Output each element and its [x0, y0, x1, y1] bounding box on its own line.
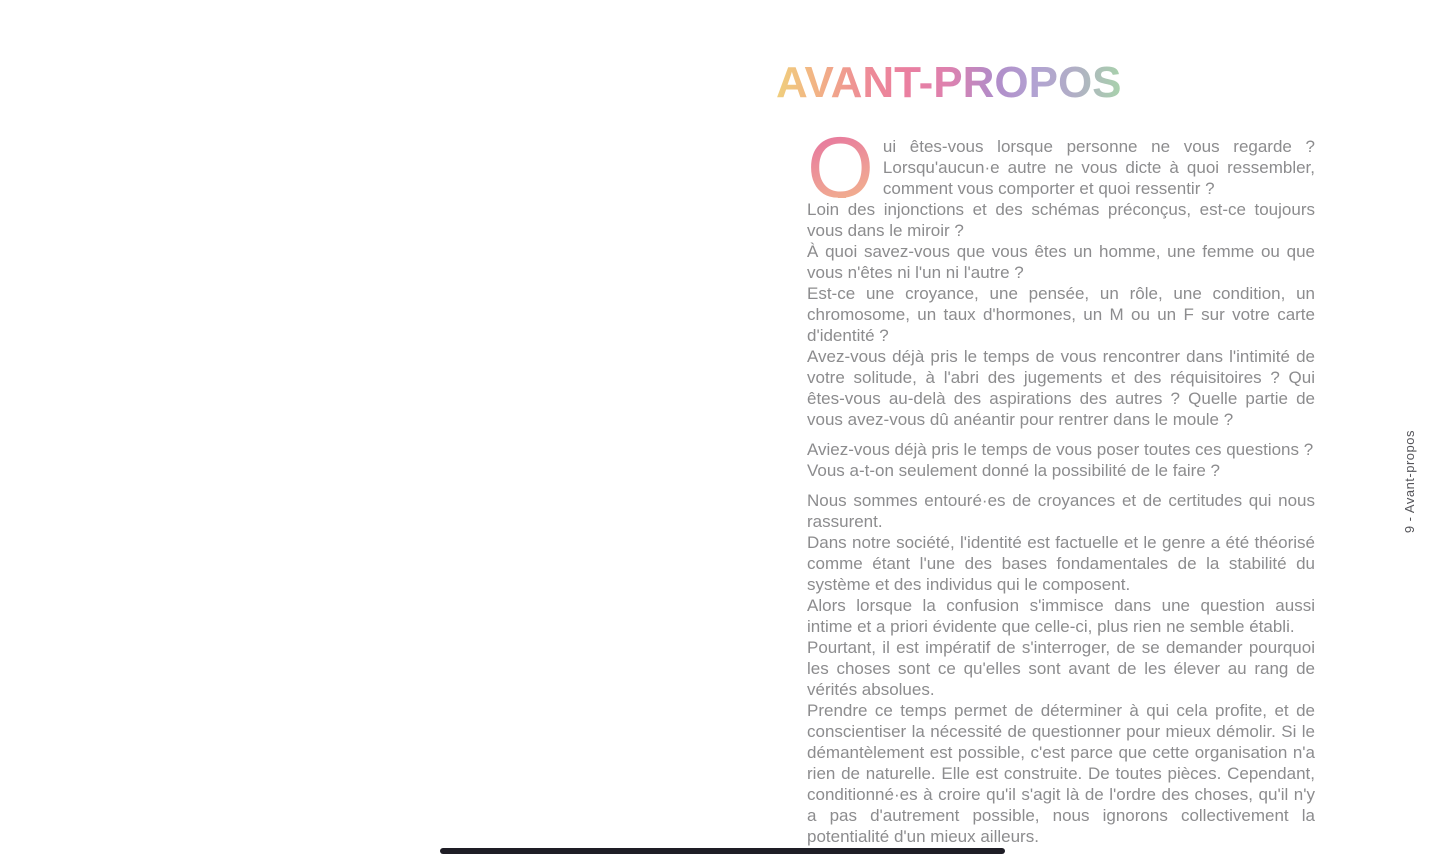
text-block: Alors lorsque la confusion s'immisce dans une question aussi intime et a priori évidente que celle-ci, plus rien ne semble établi.: [807, 596, 1315, 636]
page-marker: 9 - Avant-propos: [1402, 430, 1417, 534]
text-block: Dans notre société, l'identité est factuelle et le genre a été théorisé comme étant l'une des bases fondamentales de la stabilité du système et des individus qui le composent.: [807, 533, 1315, 594]
page-title: AVANT-PROPOS: [776, 58, 1122, 107]
text-block: Vous a-t-on seulement donné la possibilité de le faire ?: [807, 461, 1220, 480]
home-indicator-bar: [440, 848, 1005, 854]
text-block: Aviez-vous déjà pris le temps de vous poser toutes ces questions ?: [807, 440, 1314, 459]
text-block: Q ui êtes-vous lorsque personne ne vous regarde ? Lorsqu'aucun·e autre ne vous dicte à quoi ressembler, comment vous comporter et quoi ressentir ?: [807, 120, 1315, 216]
body-text: [807, 120, 1315, 847]
text-block: Avez-vous déjà pris le temps de vous rencontrer dans l'intimité de votre solitude, à l'abri des jugements et des réquisitoires ? Qui êtes-vous au-delà des aspirations des autres ? Quelle partie de vous avez-vous dû anéantir pour rentrer dans le moule ?: [807, 347, 1315, 429]
text-block: Nous sommes entouré·es de croyances et de certitudes qui nous rassurent.: [807, 491, 1315, 531]
drop-cap: Q: [807, 136, 883, 198]
text-block: Loin des injonctions et des schémas préconçus, est-ce toujours vous dans le miroir ?: [807, 200, 1315, 240]
text-block: Prendre ce temps permet de déterminer à qui cela profite, et de conscientiser la nécessité de questionner pour mieux démolir. Si le démantèlement est possible, c'est parce que cette organisation n'a rien de naturelle. Elle est construite. De toutes pièces. Cependant, conditionné·es à croire qu'il s'agit là de l'ordre des choses, qu'il n'y a pas d'autrement possible, nous ignorons collectivement la potentialité d'un mieux ailleurs.: [807, 701, 1315, 846]
text-block: À quoi savez-vous que vous êtes un homme, une femme ou que vous n'êtes ni l'un ni l'autre ?: [807, 242, 1315, 282]
text-block: Pourtant, il est impératif de s'interroger, de se demander pourquoi les choses sont ce qu'elles sont avant de les élever au rang de vérités absolues.: [807, 638, 1315, 699]
text-block: Est-ce une croyance, une pensée, un rôle, une condition, un chromosome, un taux d'hormones, un M ou un F sur votre carte d'identité ?: [807, 284, 1315, 345]
